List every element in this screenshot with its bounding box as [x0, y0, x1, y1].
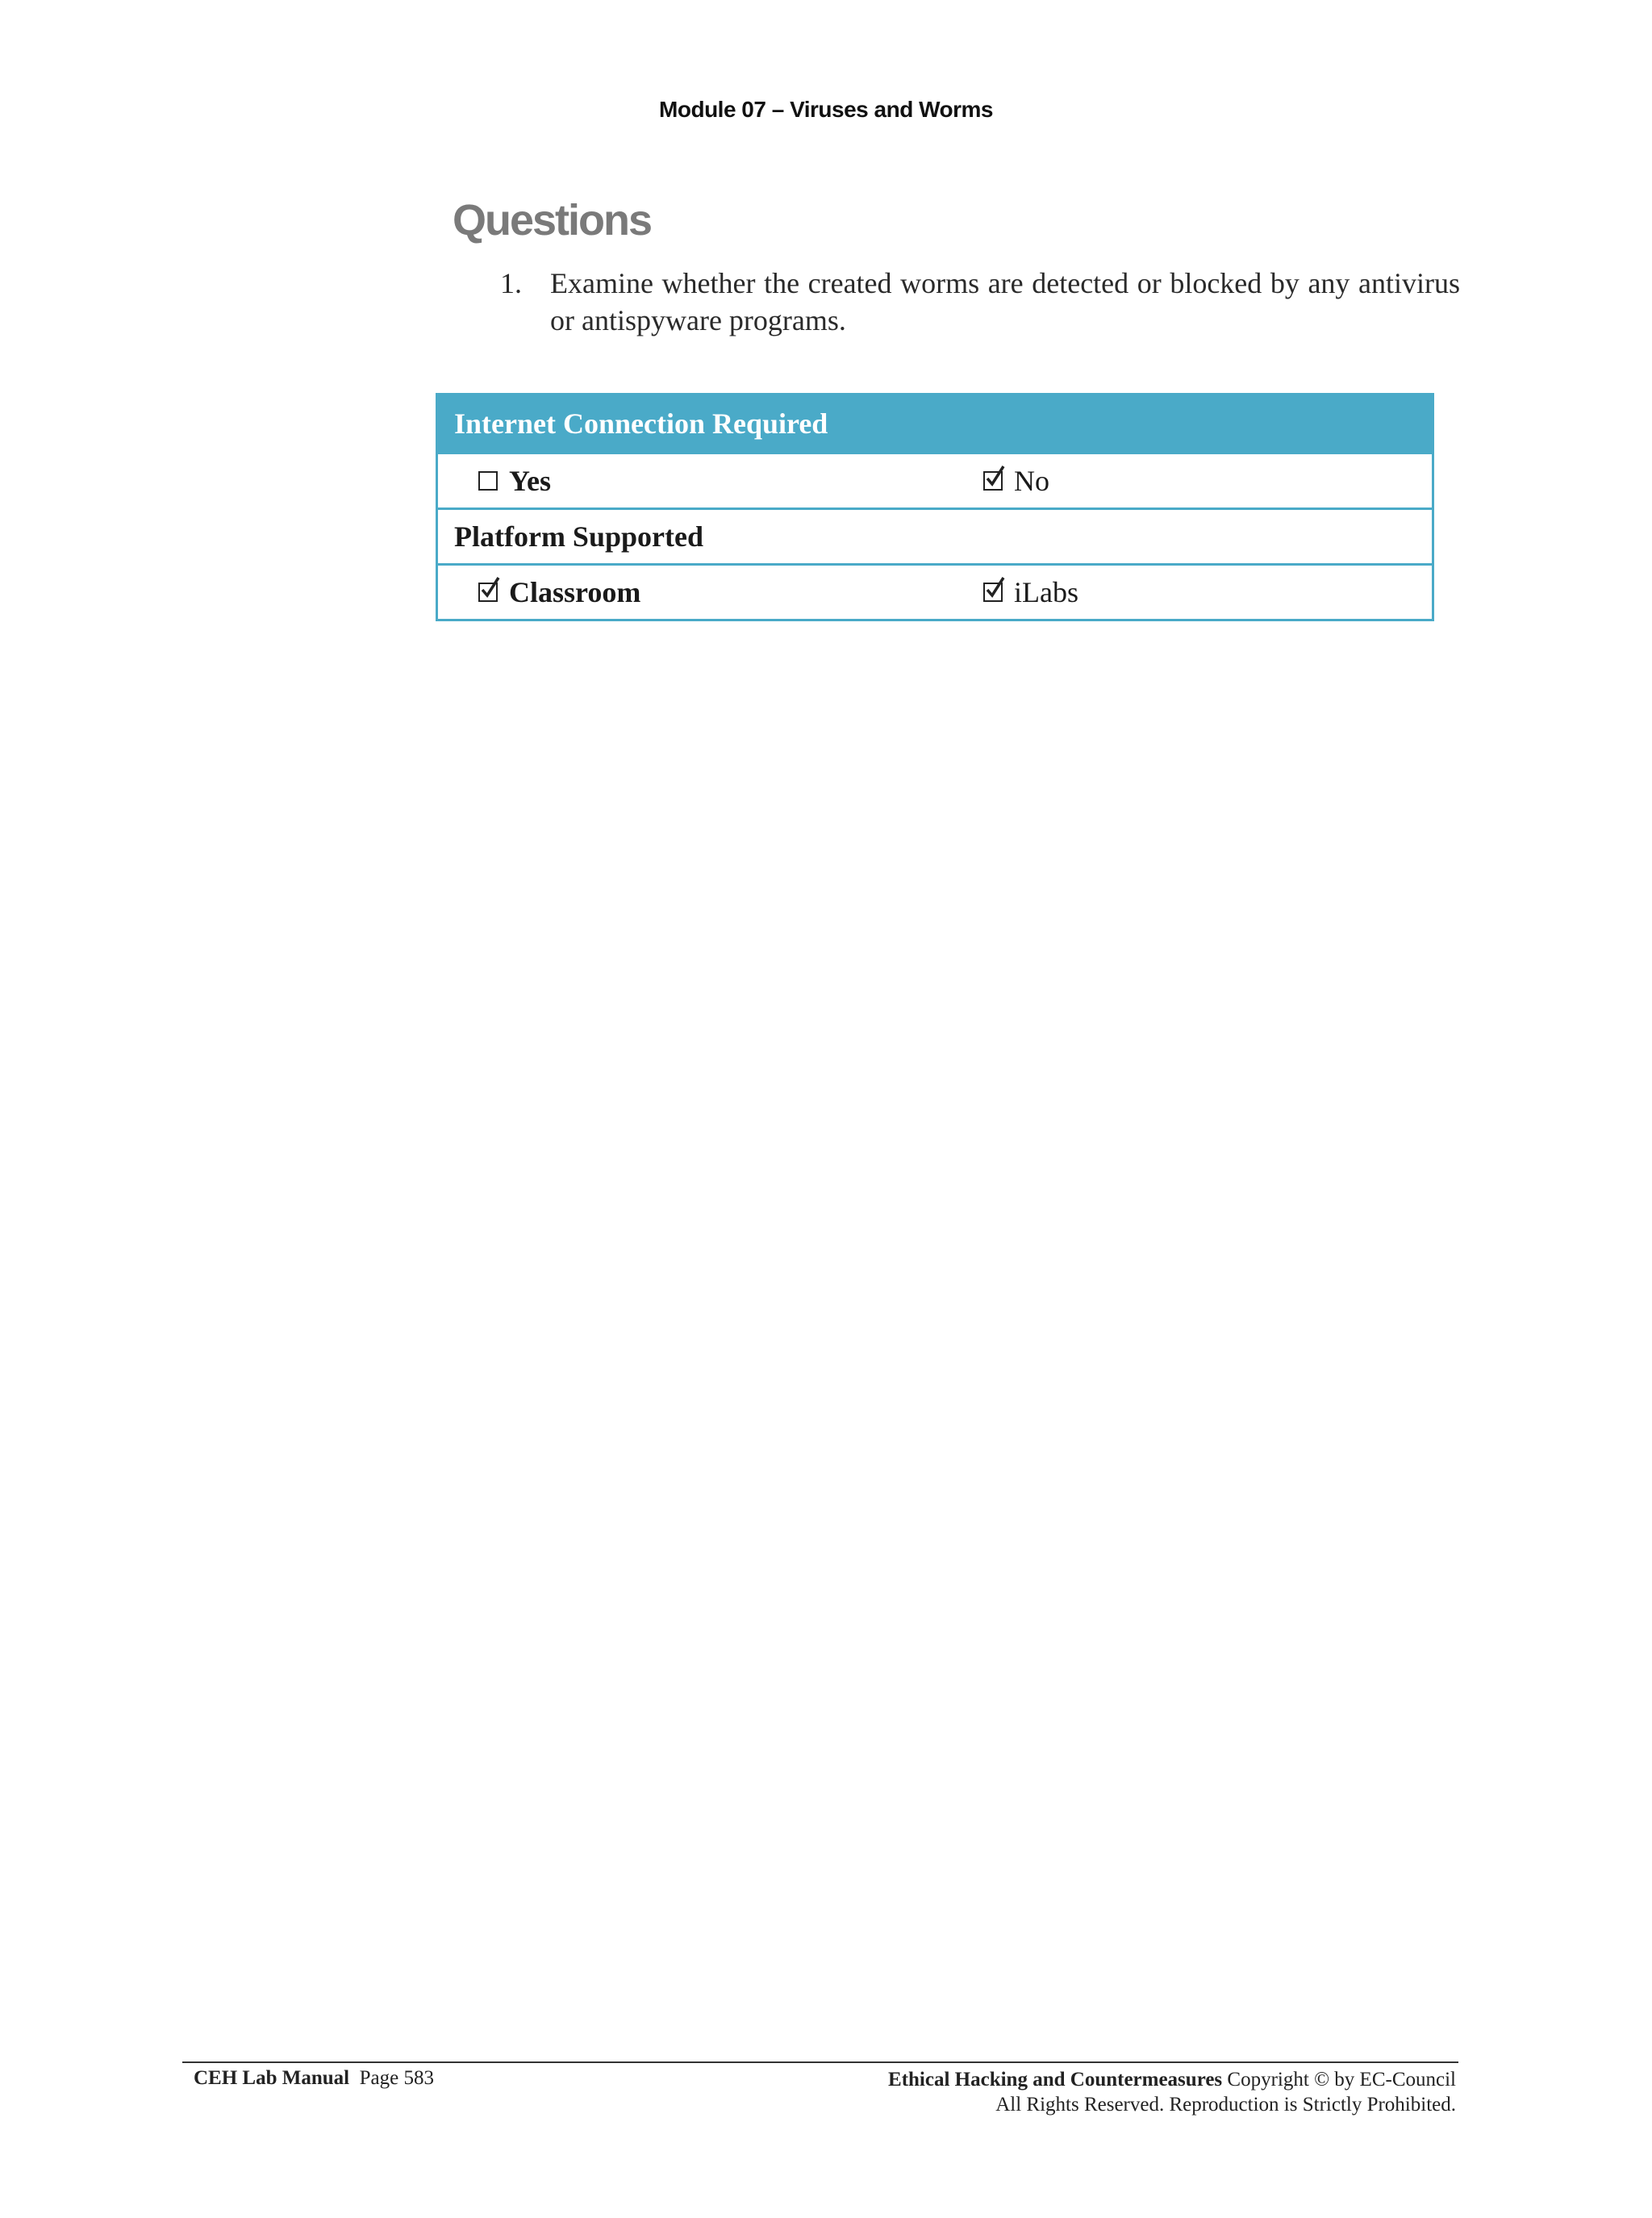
footer-manual: CEH Lab Manual [194, 2067, 350, 2089]
option-yes-label: Yes [509, 465, 551, 497]
footer-left [194, 2067, 434, 2090]
requirements-table [436, 393, 1434, 621]
footer-course: Ethical Hacking and Countermeasures [888, 2069, 1223, 2091]
option-classroom-label: Classroom [509, 576, 641, 608]
platform-supported-heading: Platform Supported [438, 508, 1432, 563]
option-classroom [438, 575, 954, 609]
platform-options-row [438, 563, 1432, 619]
checked-box-icon [478, 583, 498, 602]
footer-page-number: Page 583 [359, 2067, 434, 2089]
option-yes [438, 464, 954, 498]
footer-divider [182, 2061, 1458, 2063]
footer-rights: All Rights Reserved. Reproduction is Strictly Prohibited. [995, 2094, 1456, 2116]
question-number: 1. [500, 267, 522, 299]
checked-box-icon [983, 471, 1003, 491]
option-no [954, 464, 1432, 498]
internet-connection-header: Internet Connection Required [438, 395, 1432, 452]
page-header-title: Module 07 – Viruses and Worms [659, 97, 993, 122]
footer-copyright-line [888, 2067, 1456, 2092]
question-list [500, 265, 1460, 339]
footer-right [888, 2067, 1456, 2117]
question-text: Examine whether the created worms are detected or blocked by any antivirus or antispyware programs. [550, 267, 1460, 336]
footer-copyright: Copyright © by EC-Council [1227, 2069, 1456, 2091]
checked-box-icon [983, 583, 1003, 602]
option-ilabs-label: iLabs [1014, 576, 1078, 608]
unchecked-box-icon [478, 471, 498, 491]
question-item [500, 265, 1460, 339]
section-heading: Questions [453, 196, 652, 244]
option-no-label: No [1014, 465, 1049, 497]
option-ilabs [954, 575, 1432, 609]
internet-options-row [438, 452, 1432, 508]
